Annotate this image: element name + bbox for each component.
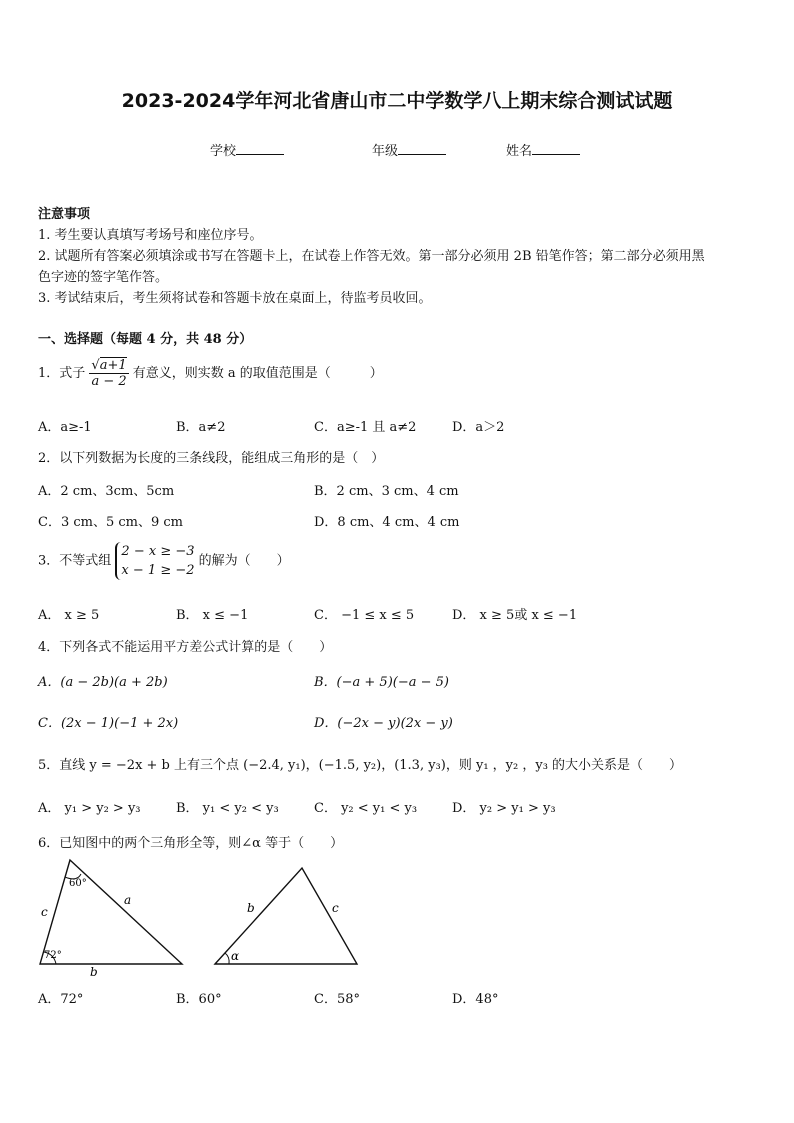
option-a: A． y₁ > y₂ > y₃ — [38, 801, 141, 816]
triangle-1 — [40, 860, 182, 979]
option-c: C．a≥-1 且 a≠2 — [314, 420, 417, 435]
grade-field — [372, 140, 446, 159]
angle-72-label: 72° — [44, 950, 62, 961]
option-d: D． y₂ > y₁ > y₃ — [452, 801, 556, 816]
side-a-label: a — [124, 893, 132, 907]
triangle-2 — [215, 868, 357, 964]
grade-blank — [398, 142, 446, 155]
note-item: 色字迹的签字笔作答。 — [38, 270, 169, 285]
option-b: B．2 cm、3 cm、4 cm — [314, 484, 459, 499]
option-d: D． x ≥ 5或 x ≤ −1 — [452, 608, 578, 623]
option-a: A．72° — [38, 992, 84, 1007]
option-a: A．2 cm、3cm、5cm — [38, 484, 175, 499]
option-b: B．a≠2 — [176, 420, 226, 435]
question-5-stem: 5．直线 y = −2x + b 上有三个点 (−2.4, y₁)，(−1.5, y₂)，(1.3, y₃)，则 y₁ ，y₂ ，y₃ 的大小关系是（ ） — [38, 758, 683, 773]
angle-alpha-label: α — [231, 949, 240, 963]
name-blank — [532, 142, 580, 155]
school-field — [210, 140, 284, 159]
side-b-label: b — [90, 965, 98, 979]
name-label: 姓名 — [506, 144, 533, 159]
q3-inequality-system: 2 − x ≥ −3 x − 1 ≥ −2 — [115, 542, 194, 580]
option-c: C．58° — [314, 992, 360, 1007]
page-title: 2023-2024学年河北省唐山市二中学数学八上期末综合测试试题 — [121, 90, 673, 112]
option-a: A． x ≥ 5 — [38, 608, 100, 623]
option-b: B．60° — [176, 992, 222, 1007]
option-b: B． y₁ < y₂ < y₃ — [176, 801, 279, 816]
school-label: 学校 — [210, 144, 237, 159]
school-blank — [236, 142, 284, 155]
note-item: 1. 考生要认真填写考场号和座位序号。 — [38, 228, 263, 243]
option-b: B．(−a + 5)(−a − 5) — [314, 675, 449, 690]
q6-triangle-figures — [30, 852, 370, 982]
option-c: C． y₂ < y₁ < y₃ — [314, 801, 418, 816]
question-4-stem: 4．下列各式不能运用平方差公式计算的是（ ） — [38, 640, 333, 655]
side-b-label: b — [247, 901, 255, 915]
option-d: D．8 cm、4 cm、4 cm — [314, 515, 460, 530]
note-item: 3. 考试结束后，考生须将试卷和答题卡放在桌面上，待监考员收回。 — [38, 291, 432, 306]
note-item: 2. 试题所有答案必须填涂或书写在答题卡上，在试卷上作答无效。第一部分必须用 2B 铅笔作答；第二部分必须用黑 — [38, 249, 705, 264]
q1-fraction: $\frac{√a+1}{a - 2}$ — [91, 358, 127, 389]
option-d: D．a＞2 — [452, 420, 505, 435]
side-c-label: c — [41, 905, 48, 919]
notes-heading: 注意事项 — [38, 207, 91, 222]
grade-label: 年级 — [372, 144, 399, 159]
question-3-stem: 3．不等式组 2 − x ≥ −3 x − 1 ≥ −2 的解为（ ） — [38, 544, 290, 578]
option-a: A．(a − 2b)(a + 2b) — [38, 675, 168, 690]
side-c-label: c — [332, 901, 339, 915]
name-field — [506, 140, 580, 159]
option-c: C．3 cm、5 cm、9 cm — [38, 515, 183, 530]
question-6-stem: 6．已知图中的两个三角形全等，则∠α 等于（ ） — [38, 836, 344, 851]
question-2-stem: 2．以下列数据为长度的三条线段，能组成三角形的是（ ） — [38, 451, 385, 466]
option-d: D．48° — [452, 992, 499, 1007]
option-d: D．(−2x − y)(2x − y) — [314, 716, 453, 731]
question-1-stem: 1．式子 $\frac{√a+1}{a - 2}$ 有意义，则实数 a 的取值范围是（ ） — [38, 358, 383, 389]
option-a: A．a≥-1 — [38, 420, 92, 435]
option-c: C．(2x − 1)(−1 + 2x) — [38, 716, 179, 731]
angle-60-label: 60° — [69, 878, 87, 889]
option-b: B． x ≤ −1 — [176, 608, 249, 623]
option-c: C． −1 ≤ x ≤ 5 — [314, 608, 415, 623]
section-heading: 一、选择题（每题 4 分，共 48 分） — [38, 332, 253, 347]
